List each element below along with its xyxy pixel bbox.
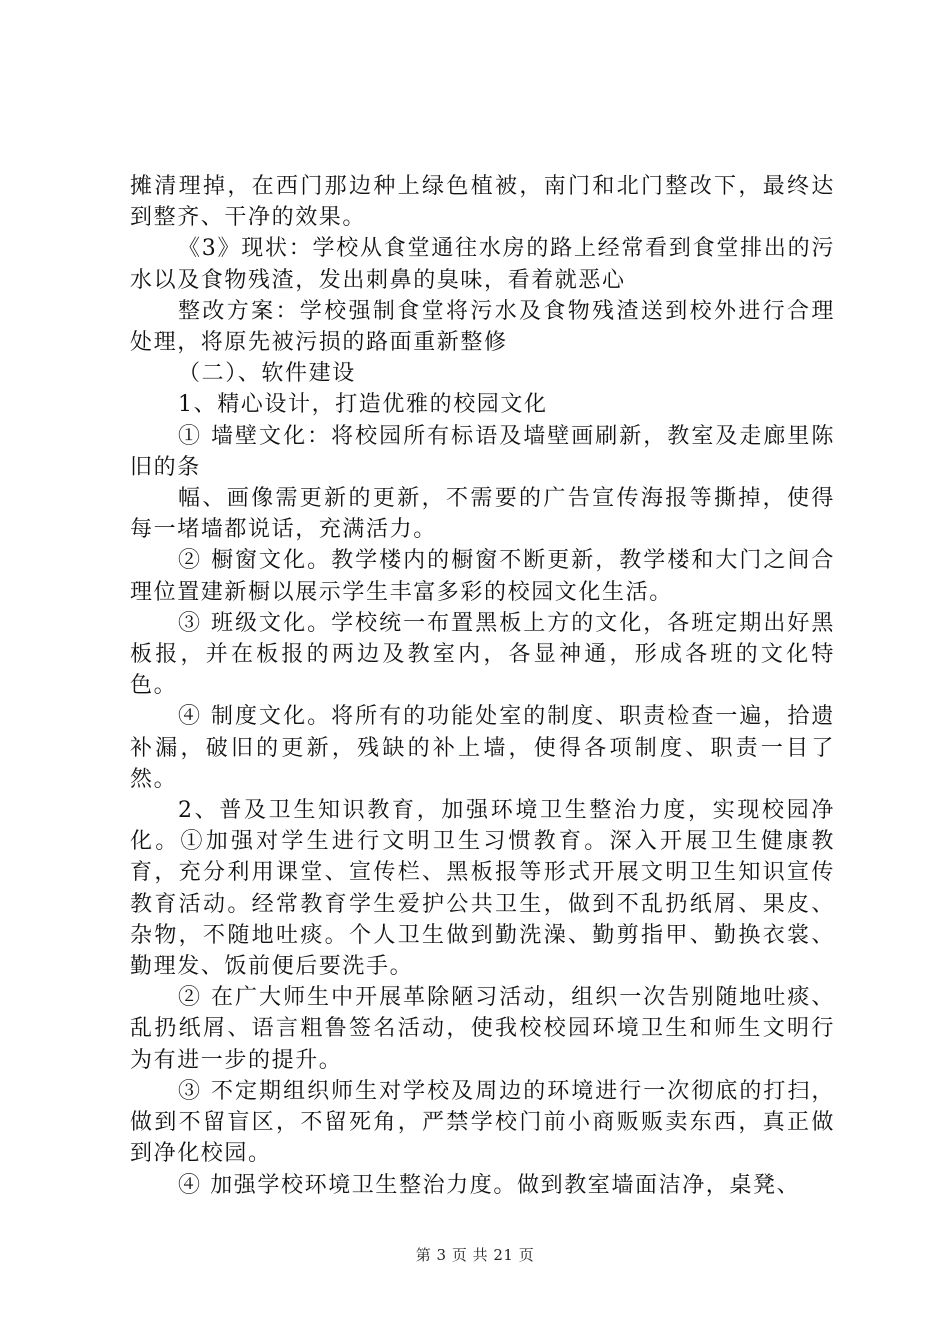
document-body — [130, 171, 835, 1201]
page-footer: 第 3 页 共 21 页 — [415, 1246, 535, 1264]
paragraph-environment-rectify: ④ 加强学校环境卫生整治力度。做到教室墙面洁净，桌凳、 — [178, 1172, 801, 1198]
paragraph-1: 摊清理掉，在西门那边种上绿色植被，南门和北门整改下，最终达到整齐、干净的效果。 — [130, 174, 835, 231]
paragraph-hygiene-education: 2、普及卫生知识教育，加强环境卫生整治力度，实现校园净化。①加强对学生进行文明卫生习惯教育。深入开展卫生健康教育，充分利用课堂、宣传栏、黑板报等形式开展文明卫生知识宣传教育活动。经常教育学生爱护公共卫生，做到不乱扔纸屑、果皮、杂物，不随地吐痰。个人卫生做到勤洗澡、勤剪指甲、勤换衣裳、勤理发、饭前便后要洗手。 — [130, 798, 835, 980]
paragraph-remove-bad-habits: ② 在广大师生中开展革除陋习活动，组织一次告别随地吐痰、乱扔纸屑、语言粗鲁签名活动，使我校校园环境卫生和师生文明行为有进一步的提升。 — [130, 985, 835, 1073]
paragraph-wall-culture-cont: 幅、画像需更新的更新，不需要的广告宣传海报等撕掉，使得每一堵墙都说话，充满活力。 — [130, 486, 835, 543]
paragraph-window-culture: ② 橱窗文化。教学楼内的橱窗不断更新，教学楼和大门之间合理位置建新橱以展示学生丰富多彩的校园文化生活。 — [130, 548, 835, 605]
section-heading-software: （二）、软件建设 — [178, 361, 356, 387]
paragraph-3: 整改方案：学校强制食堂将污水及食物残渣送到校外进行合理处理，将原先被污损的路面重新整修 — [130, 298, 835, 356]
paragraph-system-culture: ④ 制度文化。将所有的功能处室的制度、职责检查一遍，拾遗补漏，破旧的更新，残缺的补上墙，使得各项制度、职责一目了然。 — [130, 704, 835, 792]
paragraph-2: 《3》现状：学校从食堂通往水房的路上经常看到食堂排出的污水以及食物残渣，发出刺鼻的臭味，看着就恶心 — [130, 236, 835, 293]
subheading-campus-culture: 1、精心设计，打造优雅的校园文化 — [178, 392, 548, 418]
paragraph-cleanup: ③ 不定期组织师生对学校及周边的环境进行一次彻底的打扫，做到不留盲区，不留死角，严禁学校门前小商贩贩卖东西，真正做到净化校园。 — [130, 1078, 835, 1167]
paragraph-wall-culture: ① 墙壁文化：将校园所有标语及墙壁画刷新，教室及走廊里陈旧的条 — [130, 423, 835, 480]
paragraph-class-culture: ③ 班级文化。学校统一布置黑板上方的文化，各班定期出好黑板报，并在板报的两边及教室内，各显神通，形成各班的文化特色。 — [130, 610, 835, 699]
